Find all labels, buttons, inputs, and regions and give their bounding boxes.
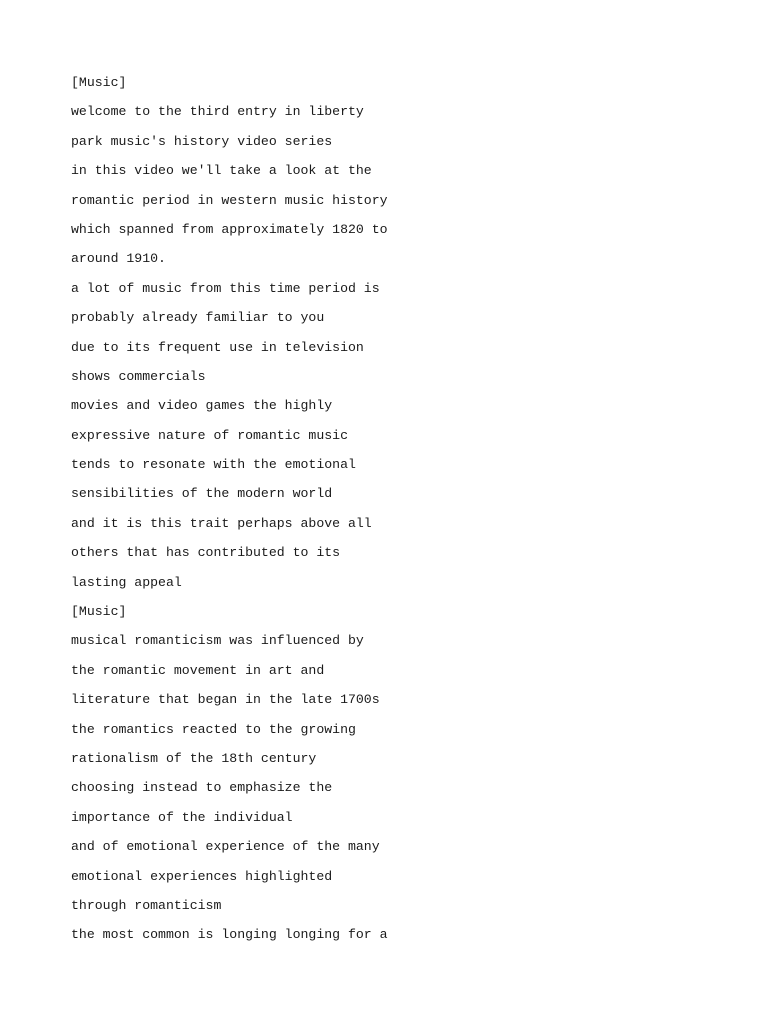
transcript-line: rationalism of the 18th century [71, 750, 317, 766]
transcript-line: shows commercials [71, 368, 206, 384]
transcript-line: in this video we'll take a look at the [71, 163, 372, 179]
transcript-line: a lot of music from this time period is [71, 280, 380, 296]
transcript-line: others that has contributed to its [71, 545, 341, 561]
transcript-line: the most common is longing longing for a [71, 927, 388, 943]
transcript-line: the romantic movement in art and [71, 662, 325, 678]
transcript-line: and of emotional experience of the many [71, 839, 380, 855]
transcript-line: around 1910. [71, 251, 166, 267]
transcript-line: lasting appeal [71, 574, 182, 590]
transcript-line: romantic period in western music history [71, 192, 388, 208]
transcript-line: literature that began in the late 1700s [71, 692, 380, 708]
transcript-line: the romantics reacted to the growing [71, 721, 356, 737]
transcript-line: musical romanticism was influenced by [71, 633, 364, 649]
transcript-line: expressive nature of romantic music [71, 427, 348, 443]
transcript-line: which spanned from approximately 1820 to [71, 221, 388, 237]
transcript-line: movies and video games the highly [71, 398, 333, 414]
transcript-line: [Music] [71, 604, 127, 620]
transcript-text [71, 68, 388, 950]
transcript-line: [Music] [71, 75, 127, 90]
transcript-line: and it is this trait perhaps above all [71, 515, 372, 531]
transcript-line: sensibilities of the modern world [71, 486, 333, 502]
transcript-line: welcome to the third entry in liberty [71, 104, 364, 120]
transcript-line: tends to resonate with the emotional [71, 457, 356, 473]
transcript-line: importance of the individual [71, 809, 293, 825]
transcript-line: through romanticism [71, 897, 222, 913]
transcript-line: due to its frequent use in television [71, 339, 364, 355]
transcript-line: emotional experiences highlighted [71, 868, 333, 884]
transcript-line: park music's history video series [71, 133, 333, 149]
transcript-line: choosing instead to emphasize the [71, 780, 333, 796]
transcript-line: probably already familiar to you [71, 310, 325, 326]
